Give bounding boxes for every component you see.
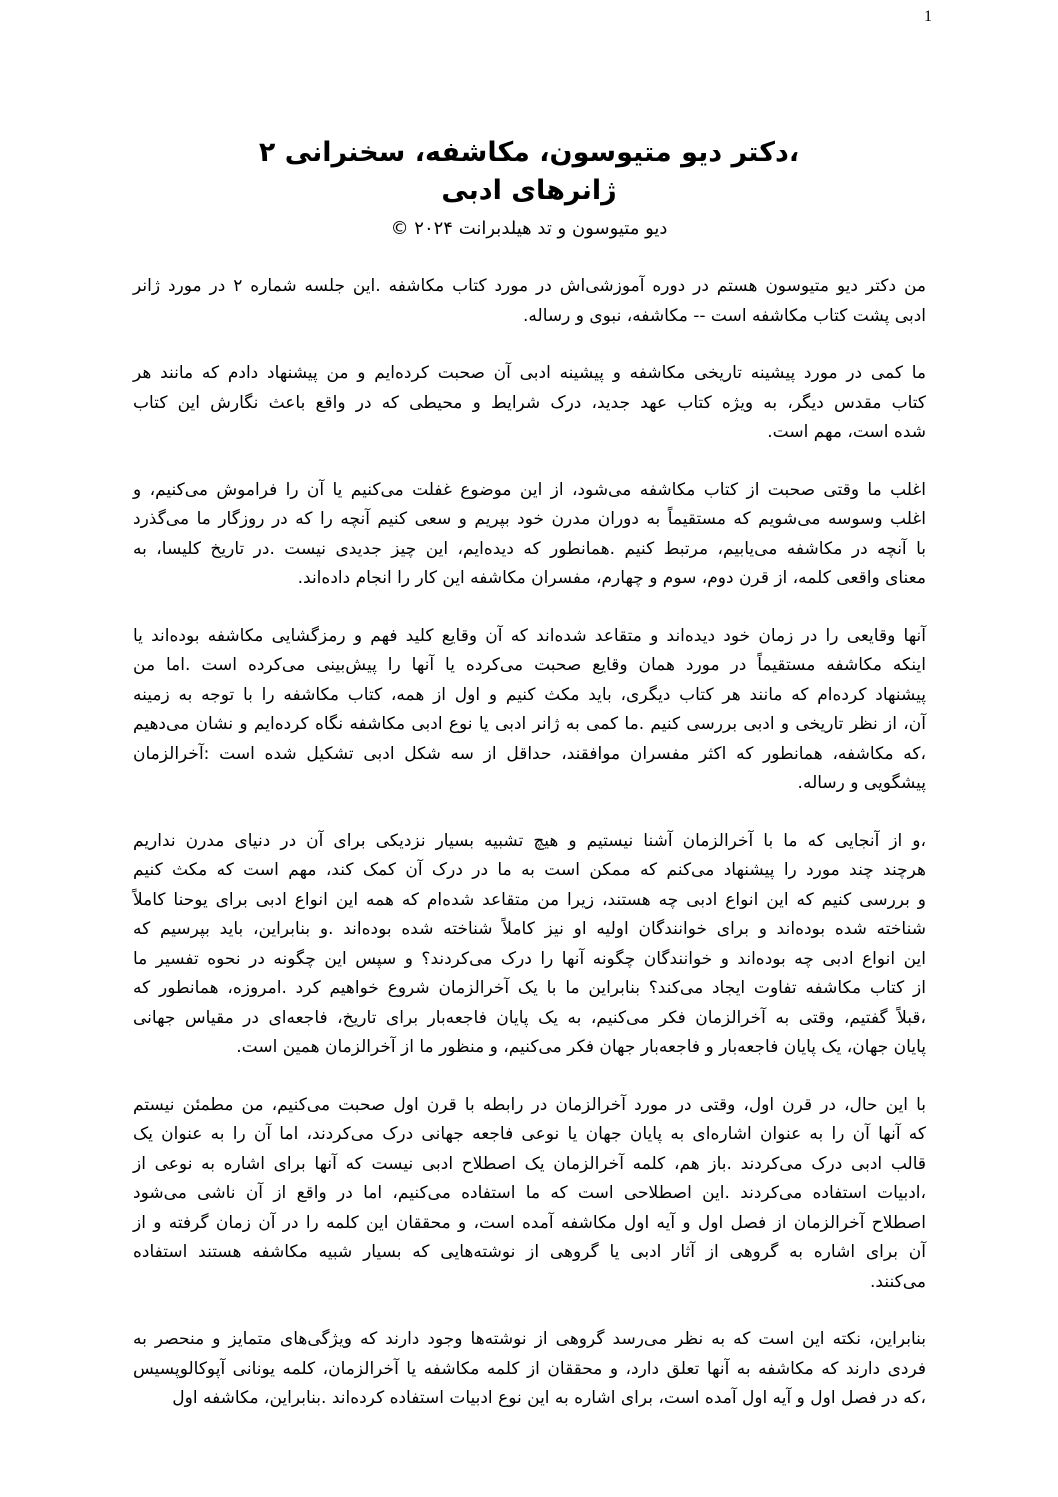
text-line: که آنها آن را به عنوان اشاره‌ای به پایان جهان یا نوعی فاجعه جهانی درک می‌کردند، اما آن را به عنوان یک bbox=[133, 1124, 926, 1144]
copyright-byline: دیو متیوسون و تد هیلدبرانت ۲۰۲۴ © bbox=[390, 218, 668, 239]
text-line: من دکتر دیو متیوسون هستم در دوره آموزشی‌اش در مورد کتاب مکاشفه .این جلسه شماره ۲ در مورد ژانر bbox=[133, 276, 927, 296]
text-line: پیشگویی و رساله. bbox=[797, 773, 926, 793]
paragraph bbox=[133, 827, 926, 1063]
text-line: با این حال، در قرن اول، وقتی در مورد آخرالزمان در رابطه با قرن اول صحبت می‌کنیم، من مطمئن نیستم bbox=[133, 1094, 926, 1115]
text-line: از کتاب مکاشفه تفاوت ایجاد می‌کند؟ بنابراین ما با یک آخرالزمان شروع خواهیم کرد .امروزه، همانطور که bbox=[133, 978, 926, 998]
text-line: معنای واقعی کلمه، از قرن دوم، سوم و چهارم، مفسران مکاشفه این کار را انجام داده‌اند. bbox=[297, 568, 926, 588]
paragraph bbox=[133, 1091, 926, 1298]
page-number: 1 bbox=[924, 8, 932, 25]
text-line: پیشنهاد کرده‌ام که مانند هر کتاب دیگری، باید مکث کنیم و اول از همه، کتاب مکاشفه را با توجه به زمینه bbox=[133, 684, 926, 705]
text-line: بنابراین، نکته این است که به نظر می‌رسد گروهی از نوشته‌ها وجود دارند که ویژگی‌های متمایز و منحصر به bbox=[133, 1329, 926, 1349]
text-line: اغلب ما وقتی صحبت از کتاب مکاشفه می‌شود، از این موضوع غفلت می‌کنیم یا آن را فراموش می‌کنیم، و bbox=[133, 479, 926, 500]
paragraph bbox=[133, 622, 926, 799]
text-line: ،و از آنجایی که ما با آخرالزمان آشنا نیستیم و هیچ تشبیه بسیار نزدیکی برای آن در دنیای مدرن نداریم bbox=[133, 830, 926, 851]
text-line: هرچند چند مورد را پیشنهاد می‌کنم که ممکن است به ما در درک آن کمک کند، مهم است که مکث کنیم bbox=[133, 860, 926, 880]
text-line: ،ادبیات استفاده می‌کردند .این اصطلاحی است که ما استفاده می‌کنیم، اما در واقع از آن ناشی می‌شود bbox=[133, 1183, 926, 1203]
text-line: کتاب مقدس دیگر، به ویژه کتاب عهد جدید، درک شرایط و محیطی که در واقع باعث نگارش این کتاب bbox=[133, 392, 926, 413]
text-line: آنها وقایعی را در زمان خود دیده‌اند و متقاعد شده‌اند که آن وقایع کلید فهم و رمزگشایی مکاشفه بوده‌اند یا bbox=[133, 625, 926, 646]
text-line: این انواع ادبی چه بوده‌اند و خوانندگان چگونه آنها را درک می‌کردند؟ و سپس این چگونه در نحوه تفسیر ما bbox=[133, 948, 926, 969]
text-line: ،قبلاً گفتیم، وقتی به آخرالزمان فکر می‌کنیم، به یک پایان فاجعه‌بار برای تاریخ، فاجعه‌ای در مقیاس جهانی bbox=[133, 1007, 926, 1028]
document-body bbox=[133, 272, 926, 1442]
text-line: ،که مکاشفه، همانطور که اکثر مفسران موافقند، حداقل از سه شکل ادبی تشکیل شده است :آخرالزمان bbox=[133, 743, 926, 764]
text-line: آن برای اشاره به گروهی از آثار ادبی یا گروهی از نوشته‌هایی که بسیار شبیه مکاشفه هستند استفاده bbox=[133, 1242, 926, 1262]
text-line: ،که در فصل اول و آیه اول آمده است، برای اشاره به این نوع ادبیات استفاده کرده‌اند .بنابراین، مکاشفه اول bbox=[172, 1388, 926, 1408]
text-line: شناخته شده بوده‌اند و برای خوانندگان اولیه او نیز کاملاً شناخته شده بوده‌اند .و بنابراین، باید بپرسیم که bbox=[133, 919, 926, 939]
paragraph bbox=[133, 272, 926, 331]
paragraph bbox=[133, 1325, 926, 1414]
text-line: اغلب وسوسه می‌شویم که مستقیماً به دوران مدرن خود بپریم و سعی کنیم آنچه را که در روزگار ما می‌گذرد bbox=[133, 509, 926, 529]
text-line: شده است، مهم است. bbox=[767, 422, 926, 442]
text-line: فردی دارند که مکاشفه به آنها تعلق دارد، و محققان از کلمه مکاشفه یا آخرالزمان، کلمه یونانی آپوکالوپسیس bbox=[133, 1358, 926, 1379]
paragraph bbox=[133, 476, 926, 594]
text-line: ما کمی در مورد پیشینه تاریخی مکاشفه و پیشینه ادبی آن صحبت کرده‌ایم و من پیشنهاد دادم که مانند هر bbox=[133, 363, 926, 383]
paragraph bbox=[133, 359, 926, 448]
text-line: و بررسی کنیم که این انواع ادبی چه هستند، زیرا من متقاعد شده‌ام که همه این انواع ادبی برای یوحنا کاملاً bbox=[133, 889, 926, 910]
text-line: اصطلاح آخرالزمان از فصل اول و آیه اول مکاشفه آمده است، و محققان این کلمه را در آن زمان گرفته و از bbox=[133, 1212, 926, 1233]
page-title: ،دکتر دیو متیوسون، مکاشفه، سخنرانی ۲ bbox=[258, 137, 800, 168]
page-subtitle: ژانرهای ادبی bbox=[441, 175, 617, 206]
text-line: آن، از نظر تاریخی و ادبی بررسی کنیم .ما کمی به ژانر ادبی یا نوع ادبی مکاشفه نگاه کرده‌ایم و نشان می‌دهیم bbox=[133, 714, 926, 734]
text-line: پایان جهان، یک پایان فاجعه‌بار و فاجعه‌بار جهان فکر می‌کنیم، و منظور ما از آخرالزمان همین است. bbox=[236, 1037, 926, 1057]
text-line: اینکه مکاشفه مستقیماً در مورد همان وقایع صحبت می‌کرده یا آنها را پیش‌بینی می‌کرده است .اما من bbox=[133, 655, 926, 675]
text-line: قالب ادبی درک می‌کردند .باز هم، کلمه آخرالزمان یک اصطلاح ادبی نیست که آنها برای اشاره به نوعی از bbox=[133, 1153, 926, 1174]
text-line: ادبی پشت کتاب مکاشفه است -- مکاشفه، نبوی و رساله. bbox=[523, 305, 926, 326]
text-line: با آنچه در مکاشفه می‌یابیم، مرتبط کنیم .همانطور که دیده‌ایم، این چیز جدیدی نیست .در تاریخ کلیسا، به bbox=[133, 538, 926, 559]
document-header bbox=[0, 134, 1058, 246]
text-line: می‌کنند. bbox=[870, 1271, 926, 1292]
